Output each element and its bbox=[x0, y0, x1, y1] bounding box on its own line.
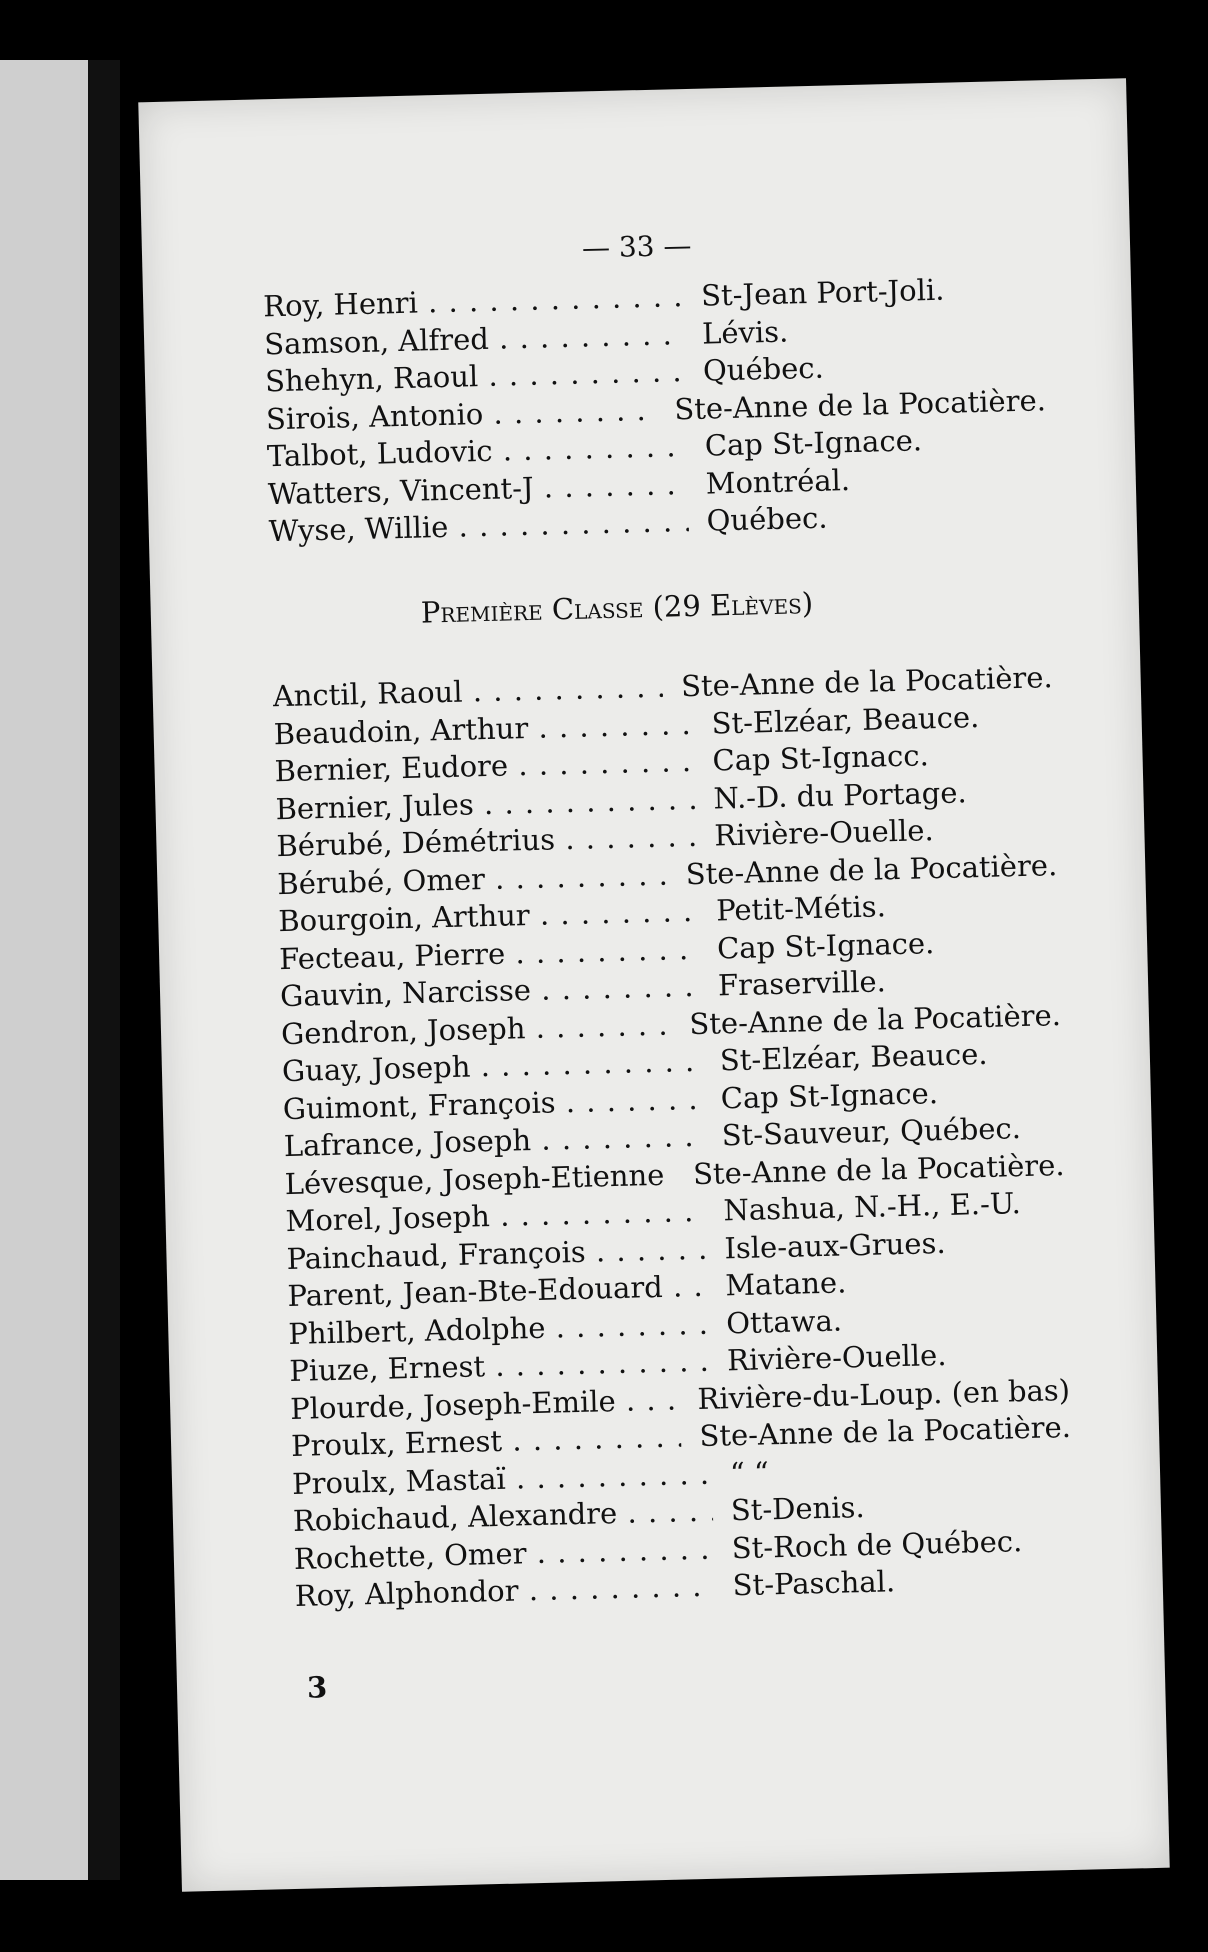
document-page bbox=[138, 78, 1169, 1892]
student-hometown: Ste-Anne de la Pocatière. bbox=[673, 382, 1047, 426]
student-name: Roy, Henri . . . bbox=[263, 279, 684, 323]
student-name: Parent, Jean-Bte-Edouard . . . bbox=[287, 1269, 708, 1313]
student-hometown: Fraserville. bbox=[717, 964, 887, 1003]
student-hometown: Cap St-Ignace. bbox=[704, 423, 923, 463]
student-list-continued bbox=[263, 270, 1049, 551]
student-name: Philbert, Adolphe . . . bbox=[288, 1306, 709, 1350]
student-name: Robichaud, Alexandre . . . bbox=[293, 1494, 714, 1538]
student-hometown: Cap St-Ignace. bbox=[716, 925, 935, 965]
student-name: Gendron, Joseph . . . bbox=[281, 1007, 672, 1051]
student-hometown: N.-D. du Portage. bbox=[713, 774, 967, 815]
student-name: Piuze, Ernest . . . bbox=[289, 1344, 710, 1388]
adjacent-page-edge bbox=[0, 60, 120, 1880]
student-name: Morel, Joseph . . . bbox=[285, 1194, 706, 1238]
student-hometown: St-Sauveur, Québec. bbox=[721, 1111, 1022, 1153]
student-hometown: Rivière-Ouelle. bbox=[713, 813, 935, 853]
student-hometown: Matane. bbox=[724, 1265, 847, 1303]
student-hometown: St-Roch de Québec. bbox=[731, 1523, 1023, 1565]
student-hometown: Cap St-Ignace. bbox=[720, 1075, 939, 1115]
student-hometown: Québec. bbox=[702, 350, 825, 388]
student-name: Painchaud, François . . . bbox=[286, 1231, 707, 1275]
student-name: Talbot, Ludovic . . . bbox=[267, 429, 688, 473]
student-hometown: St-Elzéar, Beauce. bbox=[711, 699, 980, 741]
student-name: Proulx, Ernest . . . bbox=[291, 1419, 682, 1463]
student-hometown: Ottawa. bbox=[725, 1303, 843, 1340]
student-hometown: Québec. bbox=[706, 500, 828, 538]
student-hometown: St-Denis. bbox=[730, 1490, 866, 1528]
section-heading: Première Classe (29 Elèves) bbox=[420, 586, 814, 630]
student-name: Wyse, Willie . . . bbox=[268, 504, 689, 548]
student-hometown: Nashua, N.-H., E.-U. bbox=[723, 1186, 1022, 1228]
student-name: Bérubé, Omer . . . bbox=[277, 857, 668, 901]
student-name: Shehyn, Raoul . . . bbox=[265, 354, 686, 398]
student-name: Roy, Alphondor . . . bbox=[294, 1569, 715, 1613]
student-hometown: St-Jean Port-Joli. bbox=[700, 272, 945, 313]
student-name: Guay, Joseph . . . bbox=[282, 1044, 703, 1088]
student-hometown: St-Paschal. bbox=[732, 1564, 896, 1603]
signature-mark: 3 bbox=[306, 1670, 328, 1705]
student-name: Guimont, François . . . bbox=[282, 1081, 703, 1125]
student-hometown: Rivière-Ouelle. bbox=[726, 1337, 947, 1378]
student-hometown: St-Elzéar, Beauce. bbox=[719, 1036, 988, 1078]
student-hometown: Montréal. bbox=[705, 462, 851, 501]
student-hometown: Ste-Anne de la Pocatière. bbox=[688, 997, 1062, 1041]
student-name: Bernier, Jules . . . bbox=[275, 781, 696, 825]
student-name: Gauvin, Narcisse . . . bbox=[280, 969, 701, 1013]
student-name: Anctil, Raoul . . . bbox=[272, 670, 663, 714]
student-hometown: Ste-Anne de la Pocatière. bbox=[692, 1147, 1065, 1191]
student-name: Rochette, Omer . . . bbox=[293, 1531, 714, 1575]
student-hometown: Ste-Anne de la Pocatière. bbox=[680, 660, 1054, 704]
student-hometown: Ste-Anne de la Pocatière. bbox=[685, 847, 1058, 891]
student-name: Bernier, Eudore . . . bbox=[274, 744, 695, 788]
student-hometown: Petit-Métis. bbox=[715, 889, 887, 928]
student-name: Plourde, Joseph-Emile . . . bbox=[290, 1382, 680, 1426]
student-name: Samson, Alfred . . . bbox=[264, 317, 685, 361]
student-name: Bérubé, Démétrius . . . bbox=[276, 819, 697, 863]
student-hometown: Lévis. bbox=[701, 314, 789, 351]
student-hometown: Rivière-du-Loup. (en bas) bbox=[697, 1372, 1071, 1416]
page-number: — 33 — bbox=[581, 228, 692, 265]
student-name: Proulx, Mastaï . . . bbox=[292, 1456, 713, 1500]
student-hometown: Ste-Anne de la Pocatière. bbox=[699, 1409, 1072, 1454]
student-name: Lafrance, Joseph . . . bbox=[283, 1119, 704, 1163]
student-hometown: “ “ bbox=[729, 1454, 770, 1490]
student-name: Watters, Vincent-J . . . bbox=[267, 467, 688, 511]
student-hometown: Cap St-Ignacc. bbox=[712, 738, 930, 778]
student-hometown: Isle-aux-Grues. bbox=[724, 1225, 946, 1265]
student-name: Lévesque, Joseph-Etienne . . . bbox=[284, 1157, 675, 1201]
student-name: Fecteau, Pierre . . . bbox=[279, 931, 700, 975]
student-name: Sirois, Antonio . . . bbox=[266, 392, 657, 436]
student-list-premiere-classe bbox=[272, 660, 1075, 1616]
student-name: Bourgoin, Arthur . . . bbox=[278, 894, 699, 938]
student-name: Beaudoin, Arthur . . . bbox=[273, 706, 694, 750]
